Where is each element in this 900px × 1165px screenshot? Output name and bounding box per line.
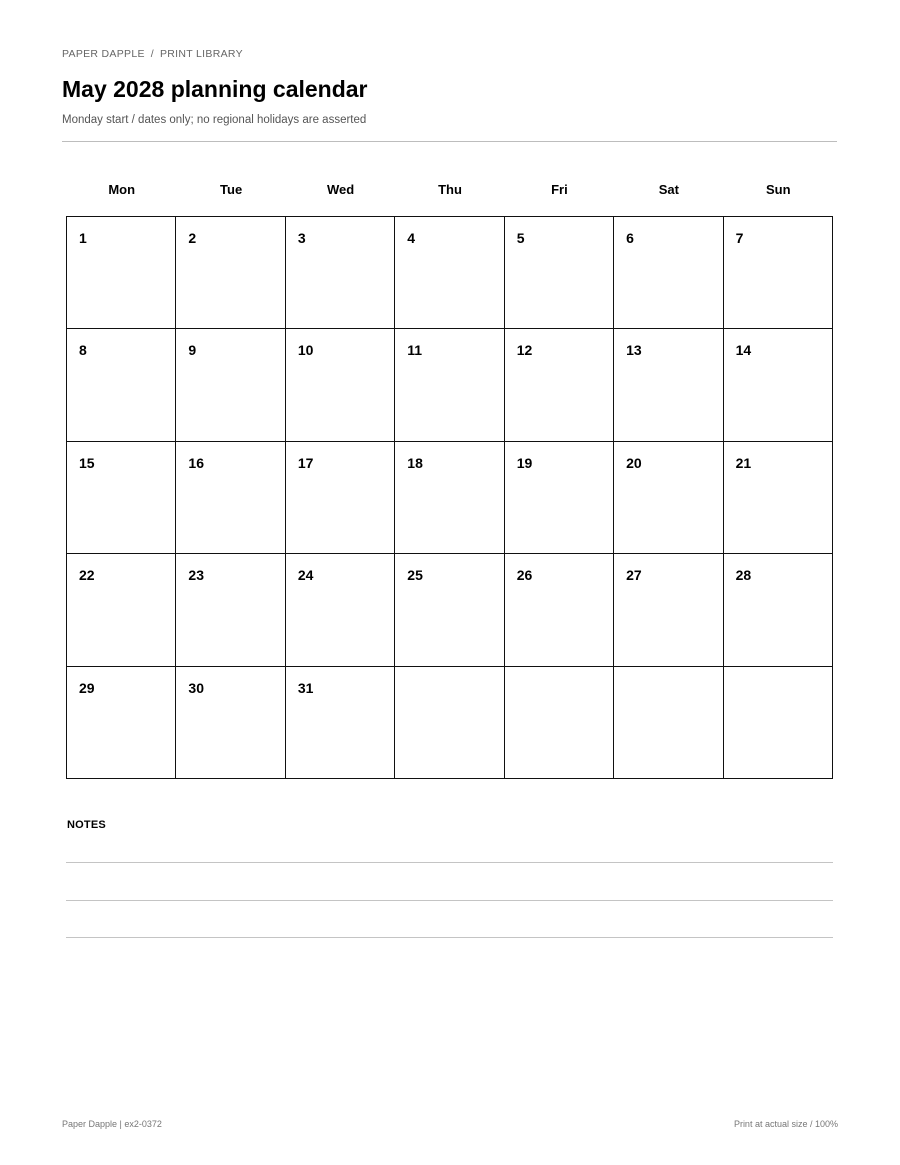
note-line: [66, 862, 833, 863]
weekday-label: Wed: [326, 182, 355, 197]
note-line: [66, 937, 833, 938]
day-number: 28: [735, 567, 752, 584]
empty-day-cell: [614, 667, 723, 779]
breadcrumb-brand: PAPER DAPPLE: [62, 48, 145, 60]
day-cell: [286, 442, 395, 554]
day-number: 31: [297, 679, 314, 696]
day-number: 24: [297, 567, 314, 584]
day-cell: [395, 442, 504, 554]
day-number: 29: [79, 679, 95, 696]
day-number: 3: [297, 230, 306, 246]
day-cell: [724, 442, 833, 554]
breadcrumb: [62, 48, 243, 60]
page-subtitle: Monday start / dates only; no regional holidays are asserted: [62, 114, 367, 126]
day-cell: [505, 554, 614, 666]
day-number: 14: [735, 342, 752, 359]
day-number: 25: [407, 567, 423, 584]
footer-print-note: Print at actual size / 100%: [733, 1119, 838, 1129]
notes-label: NOTES: [67, 819, 106, 831]
day-cell: [176, 554, 285, 666]
breadcrumb-separator: /: [150, 48, 154, 60]
day-cell: [614, 329, 723, 441]
day-cell: [176, 667, 285, 779]
day-number: 20: [626, 454, 642, 471]
day-cell: [286, 329, 395, 441]
day-cell: [286, 554, 395, 666]
day-cell: [505, 217, 614, 329]
day-cell: [614, 442, 723, 554]
day-cell: [724, 554, 833, 666]
day-cell: [505, 442, 614, 554]
day-number: 19: [516, 454, 533, 471]
day-cell: [176, 442, 285, 554]
day-number: 30: [188, 679, 204, 696]
day-cell: [67, 667, 176, 779]
weekday-label: Sat: [658, 182, 679, 197]
day-number: 10: [297, 342, 314, 359]
day-cell: [505, 329, 614, 441]
empty-day-cell: [724, 667, 833, 779]
empty-day-cell: [395, 667, 504, 779]
weekday-label: Thu: [438, 182, 462, 197]
day-cell: [395, 217, 504, 329]
day-cell: [724, 217, 833, 329]
header-divider: [62, 141, 837, 142]
day-cell: [614, 554, 723, 666]
day-number: 1: [79, 230, 87, 246]
weekday-label: Mon: [108, 182, 136, 197]
day-number: 23: [188, 567, 204, 584]
day-cell: [286, 667, 395, 779]
note-line: [66, 900, 833, 901]
day-number: 4: [407, 230, 416, 246]
day-cell: [286, 217, 395, 329]
day-number: 7: [735, 230, 744, 246]
day-number: 15: [79, 454, 95, 471]
day-number: 18: [407, 454, 423, 471]
day-number: 12: [516, 342, 533, 359]
weekday-header: [67, 182, 833, 197]
day-number: 16: [188, 454, 204, 471]
day-cell: [67, 217, 176, 329]
day-number: 11: [407, 342, 423, 359]
page-title: May 2028 planning calendar: [62, 76, 368, 102]
day-cell: [176, 329, 285, 441]
footer-source: Paper Dapple | ex2-0372: [62, 1119, 162, 1129]
day-cell: [395, 554, 504, 666]
weekday-label: Sun: [766, 182, 791, 197]
day-cell: [67, 554, 176, 666]
day-number: 27: [626, 567, 642, 584]
day-cell: [395, 329, 504, 441]
day-number: 21: [735, 454, 752, 471]
day-cell: [67, 329, 176, 441]
breadcrumb-section: PRINT LIBRARY: [160, 48, 243, 60]
day-number: 13: [626, 342, 642, 359]
day-number: 26: [516, 567, 533, 584]
empty-day-cell: [505, 667, 614, 779]
weekday-label: Tue: [220, 182, 243, 197]
day-number: 22: [79, 567, 95, 584]
day-number: 2: [188, 230, 197, 246]
day-number: 8: [79, 342, 87, 359]
weekday-label: Fri: [551, 182, 568, 197]
day-cell: [176, 217, 285, 329]
day-number: 5: [516, 230, 525, 246]
calendar-grid: [66, 216, 833, 779]
day-number: 9: [188, 342, 197, 359]
day-number: 17: [297, 454, 314, 471]
day-cell: [724, 329, 833, 441]
day-cell: [67, 442, 176, 554]
day-number: 6: [626, 230, 634, 246]
day-cell: [614, 217, 723, 329]
